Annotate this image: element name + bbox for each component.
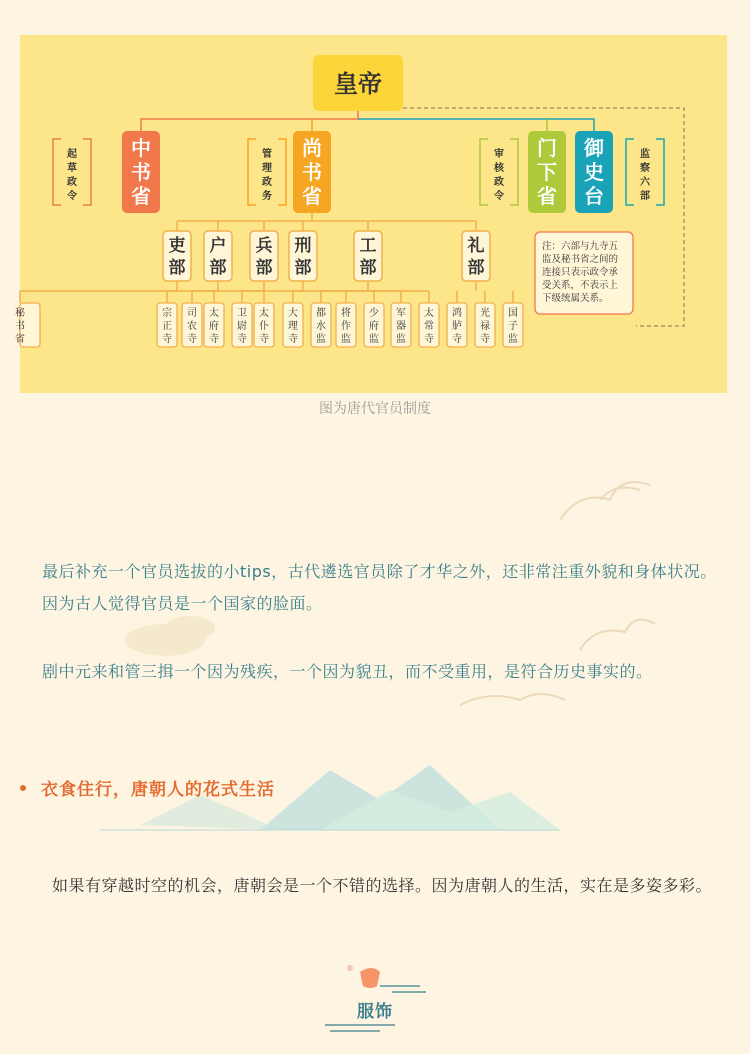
svg-text:寺: 寺 xyxy=(209,334,219,345)
svg-text:秘: 秘 xyxy=(15,308,25,319)
svg-text:水: 水 xyxy=(316,321,326,332)
svg-text:仆: 仆 xyxy=(259,321,269,332)
svg-text:书: 书 xyxy=(131,160,151,184)
svg-text:政: 政 xyxy=(67,177,77,188)
svg-text:史: 史 xyxy=(584,160,604,184)
svg-text:司: 司 xyxy=(187,308,197,319)
svg-text:尚: 尚 xyxy=(302,136,322,160)
svg-text:寺: 寺 xyxy=(452,334,462,345)
svg-text:部: 部 xyxy=(467,258,485,278)
svg-text:农: 农 xyxy=(187,321,197,332)
svg-text:部: 部 xyxy=(168,258,186,278)
svg-text:监: 监 xyxy=(508,334,518,345)
svg-text:将: 将 xyxy=(341,308,351,319)
svg-text:子: 子 xyxy=(508,321,518,332)
svg-text:户: 户 xyxy=(209,236,227,256)
svg-text:宗: 宗 xyxy=(162,308,172,319)
svg-text:台: 台 xyxy=(584,184,604,208)
svg-text:大: 大 xyxy=(288,308,298,319)
svg-text:御: 御 xyxy=(584,136,604,160)
svg-text:寺: 寺 xyxy=(237,334,247,345)
svg-text:草: 草 xyxy=(67,163,77,174)
svg-text:政: 政 xyxy=(494,177,504,188)
svg-text:府: 府 xyxy=(209,321,219,332)
svg-text:监: 监 xyxy=(396,334,406,345)
svg-text:省: 省 xyxy=(131,184,151,208)
svg-text:监: 监 xyxy=(316,334,326,345)
svg-text:常: 常 xyxy=(424,321,434,332)
paragraph-official-selection: 最后补充一个官员选拔的小tips，古代遴选官员除了才华之外，还非常注重外貌和身体状况。因为古人觉得官员是一个国家的脸面。 xyxy=(42,562,717,613)
svg-text:监: 监 xyxy=(369,334,379,345)
svg-text:尉: 尉 xyxy=(237,321,247,332)
svg-text:府: 府 xyxy=(369,321,379,332)
svg-text:书: 书 xyxy=(302,160,322,184)
note-line: 下级统属关系。 xyxy=(542,293,609,304)
svg-text:正: 正 xyxy=(162,321,172,332)
svg-text:省: 省 xyxy=(302,184,322,208)
svg-text:部: 部 xyxy=(640,191,650,202)
svg-text:太: 太 xyxy=(259,308,269,319)
svg-text:务: 务 xyxy=(262,191,272,202)
emperor-label: 皇帝 xyxy=(334,69,382,98)
svg-text:监: 监 xyxy=(341,334,351,345)
svg-text:管: 管 xyxy=(262,149,272,160)
svg-text:兵: 兵 xyxy=(255,236,273,256)
svg-text:省: 省 xyxy=(537,184,557,208)
note-line: 监及秘书省之间的 xyxy=(542,254,619,265)
svg-text:都: 都 xyxy=(316,308,326,319)
svg-text:理: 理 xyxy=(288,321,298,332)
svg-text:太: 太 xyxy=(209,308,219,319)
svg-text:政: 政 xyxy=(262,177,272,188)
svg-text:器: 器 xyxy=(396,321,406,332)
svg-text:寺: 寺 xyxy=(187,334,197,345)
svg-text:起: 起 xyxy=(67,149,77,160)
svg-text:下: 下 xyxy=(537,160,557,184)
svg-text:部: 部 xyxy=(209,258,227,278)
bullet-dot-icon xyxy=(20,785,26,791)
svg-text:核: 核 xyxy=(494,163,504,174)
svg-text:太: 太 xyxy=(424,308,434,319)
svg-text:门: 门 xyxy=(537,136,557,160)
svg-text:审: 审 xyxy=(494,149,504,160)
svg-text:禄: 禄 xyxy=(480,321,490,332)
paragraph-drama-characters: 剧中元来和管三揖一个因为残疾，一个因为貌丑，而不受重用，是符合历史事实的。 xyxy=(42,662,653,681)
svg-text:寺: 寺 xyxy=(480,334,490,345)
svg-text:吏: 吏 xyxy=(168,236,186,256)
svg-text:省: 省 xyxy=(15,334,25,345)
svg-text:少: 少 xyxy=(369,308,379,319)
svg-text:胪: 胪 xyxy=(452,321,462,332)
note-line: 注：六部与九寺五 xyxy=(542,241,619,252)
svg-text:理: 理 xyxy=(262,163,272,174)
svg-text:部: 部 xyxy=(359,258,377,278)
svg-text:卫: 卫 xyxy=(237,308,247,319)
svg-text:军: 军 xyxy=(396,308,406,319)
note-line: 连接只表示政令承 xyxy=(542,267,619,278)
svg-text:寺: 寺 xyxy=(288,334,298,345)
svg-text:礼: 礼 xyxy=(467,236,485,256)
svg-text:书: 书 xyxy=(15,321,25,332)
svg-text:六: 六 xyxy=(640,177,650,188)
svg-text:作: 作 xyxy=(341,321,351,332)
svg-text:部: 部 xyxy=(294,258,312,278)
note-line: 受关系，不表示上 xyxy=(542,280,619,291)
svg-text:寺: 寺 xyxy=(162,334,172,345)
svg-text:中: 中 xyxy=(131,136,151,160)
svg-text:光: 光 xyxy=(480,308,490,319)
svg-text:国: 国 xyxy=(508,308,518,319)
svg-text:寺: 寺 xyxy=(424,334,434,345)
lantern-icon xyxy=(347,965,380,988)
svg-text:令: 令 xyxy=(494,191,504,202)
svg-text:工: 工 xyxy=(359,236,377,256)
paragraph-tang-life: 如果有穿越时空的机会，唐朝会是一个不错的选择。因为唐朝人的生活，实在是多姿多彩。 xyxy=(52,876,713,895)
subsection-title: 服饰 xyxy=(357,1002,393,1022)
svg-text:鸿: 鸿 xyxy=(452,308,462,319)
svg-text:察: 察 xyxy=(640,163,650,174)
svg-text:寺: 寺 xyxy=(259,334,269,345)
svg-text:刑: 刑 xyxy=(294,236,312,256)
cloud-left-icon xyxy=(125,616,215,656)
svg-text:部: 部 xyxy=(255,258,273,278)
svg-text:令: 令 xyxy=(67,191,77,202)
diagram-caption: 图为唐代官员制度 xyxy=(319,401,431,417)
section-heading: 衣食住行，唐朝人的花式生活 xyxy=(41,780,275,800)
svg-text:监: 监 xyxy=(640,149,650,160)
